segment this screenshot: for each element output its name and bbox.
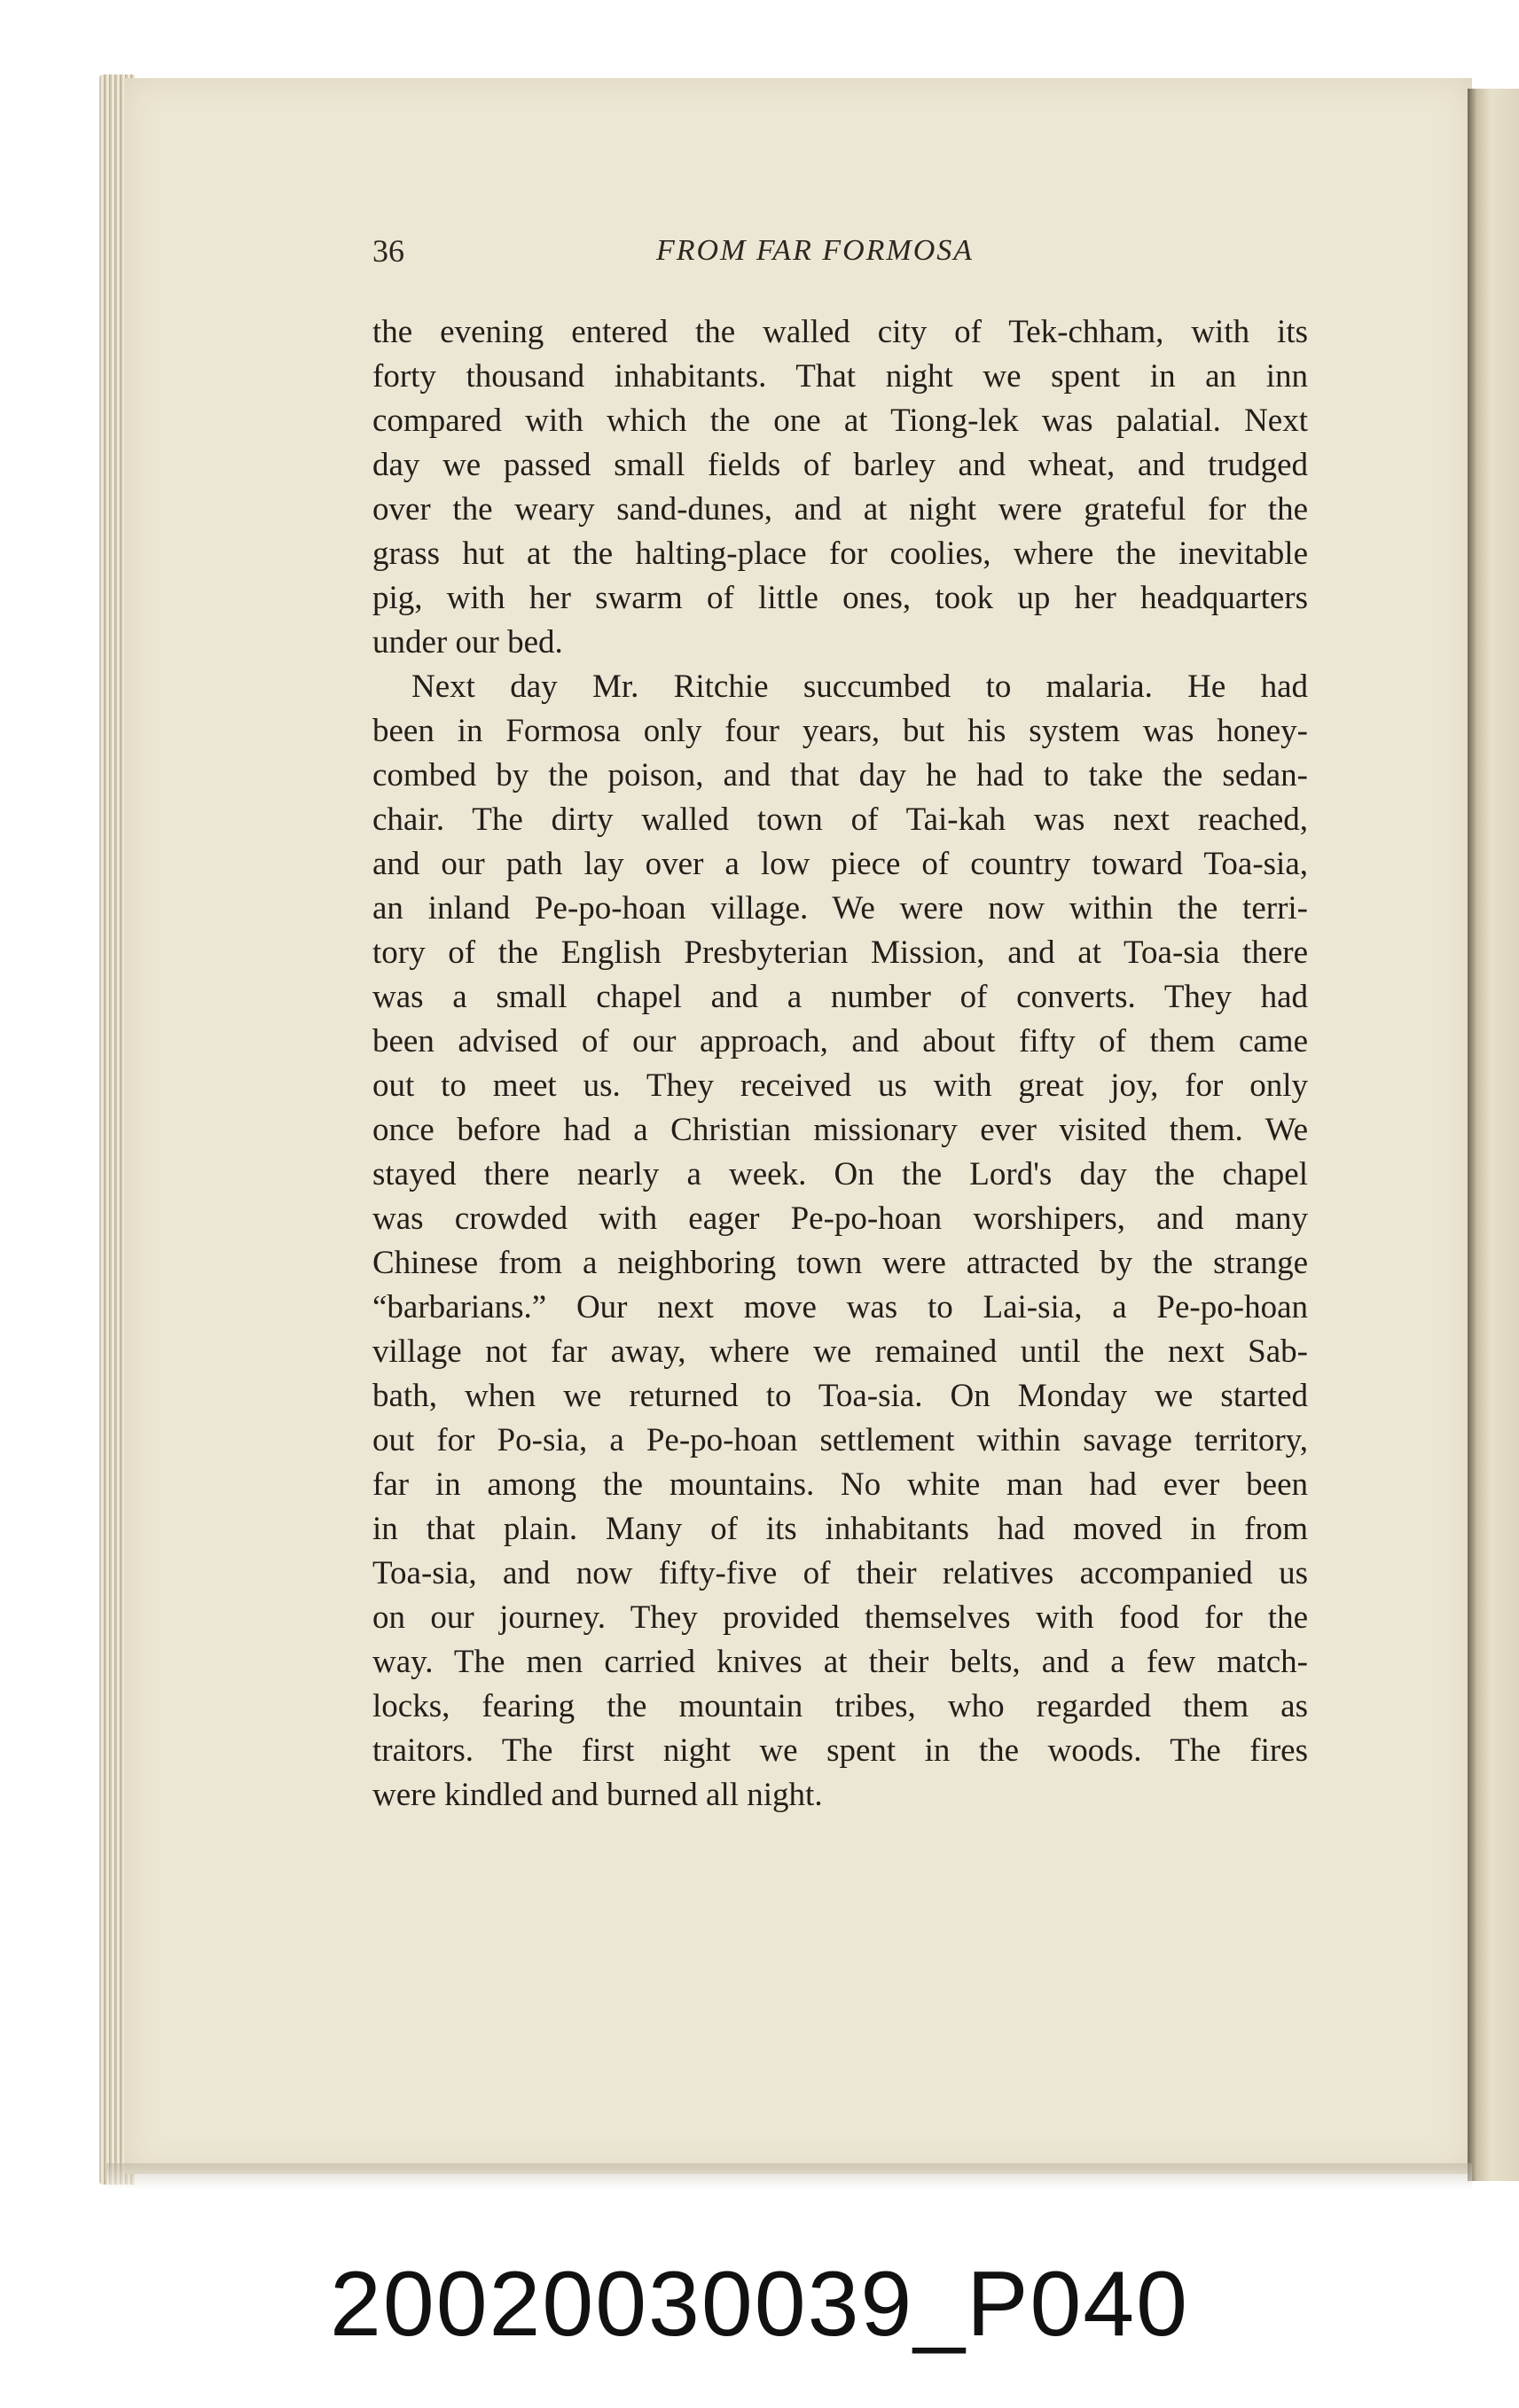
text-line: were kindled and burned all night. (372, 1777, 823, 1813)
text-line: forty thousand inhabitants. That night we spent in an inn (372, 358, 1308, 395)
text-line: an inland Pe-po-hoan village. We were now within the terri- (372, 890, 1308, 926)
page-shadow (106, 2163, 1472, 2190)
text-line: in that plain. Many of its inhabitants had moved in from (372, 1511, 1308, 1547)
text-line: pig, with her swarm of little ones, took up her headquarters (372, 580, 1308, 616)
text-line: compared with which the one at Tiong-lek was palatial. Next (372, 403, 1308, 439)
text-line: Next day Mr. Ritchie succumbed to malaria. He had (411, 668, 1308, 705)
scan-identifier: 20020030039_P040 (330, 2253, 1189, 2356)
text-line: bath, when we returned to Toa-sia. On Monday we started (372, 1378, 1308, 1414)
text-line: village not far away, where we remained until the next Sab- (372, 1333, 1308, 1370)
text-line: been in Formosa only four years, but his system was honey- (372, 713, 1308, 749)
text-line: tory of the English Presbyterian Mission, and at Toa-sia there (372, 934, 1308, 971)
text-line: over the weary sand-dunes, and at night were grateful for the (372, 491, 1308, 528)
text-line: been advised of our approach, and about fifty of them came (372, 1023, 1308, 1059)
text-line: on our journey. They provided themselves with food for the (372, 1599, 1308, 1636)
text-line: Toa-sia, and now fifty-five of their relatives accompanied us (372, 1555, 1308, 1591)
text-line: Chinese from a neighboring town were attracted by the strange (372, 1245, 1308, 1281)
text-line: chair. The dirty walled town of Tai-kah was next reached, (372, 801, 1308, 838)
text-line: “barbarians.” Our next move was to Lai-sia, a Pe-po-hoan (372, 1289, 1308, 1325)
text-line: was a small chapel and a number of converts. They had (372, 979, 1308, 1015)
running-title: FROM FAR FORMOSA (656, 234, 975, 267)
running-head (372, 232, 1330, 277)
text-line: grass hut at the halting-place for coolies, where the inevitable (372, 536, 1308, 572)
page-number: 36 (372, 233, 404, 269)
text-line: stayed there nearly a week. On the Lord's day the chapel (372, 1156, 1308, 1192)
text-line: way. The men carried knives at their belts, and a few match- (372, 1644, 1308, 1680)
text-line: was crowded with eager Pe-po-hoan worshipers, and many (372, 1200, 1308, 1237)
text-line: locks, fearing the mountain tribes, who regarded them as (372, 1688, 1308, 1724)
text-line: and our path lay over a low piece of country toward Toa-sia, (372, 846, 1308, 882)
text-line: under our bed. (372, 624, 563, 661)
facing-page-gutter (1468, 89, 1519, 2181)
text-line: far in among the mountains. No white man had ever been (372, 1466, 1308, 1503)
text-line: once before had a Christian missionary ever visited them. We (372, 1112, 1308, 1148)
text-line: day we passed small fields of barley and wheat, and trudged (372, 447, 1308, 483)
text-line: out to meet us. They received us with great joy, for only (372, 1067, 1308, 1104)
text-line: combed by the poison, and that day he had to take the sedan- (372, 757, 1308, 794)
text-line: the evening entered the walled city of Tek-chham, with its (372, 314, 1308, 350)
text-line: traitors. The first night we spent in the woods. The fires (372, 1732, 1308, 1769)
body-text (372, 310, 1308, 1818)
text-line: out for Po-sia, a Pe-po-hoan settlement within savage territory, (372, 1422, 1308, 1458)
